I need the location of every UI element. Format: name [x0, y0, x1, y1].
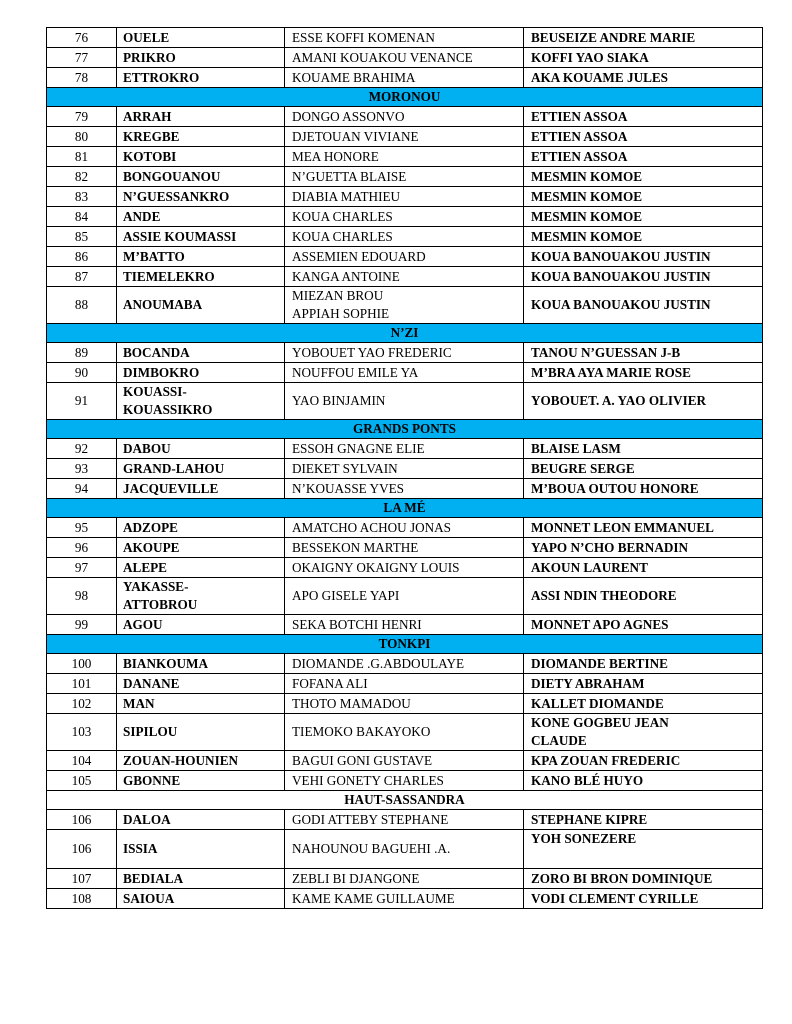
locality-cell: [117, 107, 285, 127]
table-row: [47, 68, 763, 88]
referent-cell: [524, 48, 763, 68]
locality-cell: [117, 459, 285, 479]
table-row: [47, 830, 763, 869]
row-number: 101: [47, 674, 117, 694]
referent-cell: [524, 771, 763, 791]
name-cell: [285, 227, 524, 247]
region-header-row: [47, 499, 763, 518]
referent-cell: [524, 147, 763, 167]
locality-cell: [117, 830, 285, 869]
cell-line: ALEPE: [123, 559, 167, 575]
name-cell: [285, 247, 524, 267]
table-row: [47, 287, 763, 324]
referent-cell: [524, 694, 763, 714]
row-number: 93: [47, 459, 117, 479]
row-number: 106: [47, 810, 117, 830]
locality-cell: [117, 343, 285, 363]
cell-line: ETTROKRO: [123, 69, 200, 85]
cell-line: YAO BINJAMIN: [292, 393, 386, 408]
table-row: [47, 187, 763, 207]
locality-cell: [117, 615, 285, 635]
cell-line: N’GUESSANKRO: [123, 188, 230, 204]
cell-line: TIEMOKO BAKAYOKO: [292, 724, 431, 739]
roster-table: [46, 27, 763, 909]
cell-line: KOUA BANOUAKOU JUSTIN: [531, 248, 711, 264]
referent-cell: [524, 889, 763, 909]
cell-line: KPA ZOUAN FREDERIC: [531, 752, 681, 768]
cell-line: BONGOUANOU: [123, 168, 221, 184]
cell-line: YOBOUET. A. YAO OLIVIER: [531, 393, 707, 408]
name-cell: [285, 343, 524, 363]
table-row: [47, 538, 763, 558]
row-number: 104: [47, 751, 117, 771]
region-name: HAUT-SASSANDRA: [47, 791, 763, 810]
locality-cell: [117, 68, 285, 88]
table-row: [47, 127, 763, 147]
name-cell: [285, 869, 524, 889]
region-name: GRANDS PONTS: [47, 420, 763, 439]
cell-line: DONGO ASSONVO: [292, 108, 405, 124]
name-cell: [285, 518, 524, 538]
cell-line: ETTIEN ASSOA: [531, 148, 628, 164]
cell-line: ARRAH: [123, 108, 172, 124]
row-number: 103: [47, 714, 117, 751]
region-header-row: [47, 791, 763, 810]
cell-line: M’BOUA OUTOU HONORE: [531, 480, 699, 496]
table-row: [47, 869, 763, 889]
name-cell: [285, 107, 524, 127]
name-cell: [285, 889, 524, 909]
cell-line: BESSEKON MARTHE: [292, 539, 419, 555]
row-number: 76: [47, 28, 117, 48]
cell-line: KANO BLÉ HUYO: [531, 772, 644, 788]
name-cell: [285, 287, 524, 324]
cell-line: M’BRA AYA MARIE ROSE: [531, 364, 691, 380]
row-number: 94: [47, 479, 117, 499]
row-number: 81: [47, 147, 117, 167]
referent-cell: [524, 187, 763, 207]
cell-line: AKOUPE: [123, 539, 180, 555]
locality-cell: [117, 714, 285, 751]
cell-line: ISSIA: [123, 841, 158, 856]
table-row: [47, 771, 763, 791]
cell-line: STEPHANE KIPRE: [531, 811, 648, 827]
cell-line: SIPILOU: [123, 724, 178, 739]
region-name: TONKPI: [47, 635, 763, 654]
cell-line: GODI ATTEBY STEPHANE: [292, 811, 449, 827]
table-row: [47, 694, 763, 714]
cell-line: KREGBE: [123, 128, 180, 144]
referent-cell: [524, 518, 763, 538]
cell-line: KOTOBI: [123, 148, 177, 164]
cell-line: MESMIN KOMOE: [531, 228, 642, 244]
locality-cell: [117, 538, 285, 558]
cell-line: KOUAME BRAHIMA: [292, 69, 416, 85]
name-cell: [285, 558, 524, 578]
cell-line: JACQUEVILLE: [123, 480, 219, 496]
name-cell: [285, 187, 524, 207]
row-number: 90: [47, 363, 117, 383]
cell-line: KOUASSI-: [123, 384, 187, 399]
row-number: 79: [47, 107, 117, 127]
name-cell: [285, 694, 524, 714]
cell-line: KAME KAME GUILLAUME: [292, 890, 455, 906]
referent-cell: [524, 227, 763, 247]
table-row: [47, 247, 763, 267]
name-cell: [285, 147, 524, 167]
cell-line: TANOU N’GUESSAN J-B: [531, 344, 681, 360]
locality-cell: [117, 654, 285, 674]
referent-cell: [524, 869, 763, 889]
cell-line: ESSE KOFFI KOMENAN: [292, 29, 435, 45]
cell-line: THOTO MAMADOU: [292, 695, 411, 711]
locality-cell: [117, 247, 285, 267]
locality-cell: [117, 48, 285, 68]
locality-cell: [117, 227, 285, 247]
locality-cell: [117, 674, 285, 694]
name-cell: [285, 751, 524, 771]
table-row: [47, 558, 763, 578]
name-cell: [285, 167, 524, 187]
locality-cell: [117, 267, 285, 287]
referent-cell: [524, 267, 763, 287]
table-row: [47, 751, 763, 771]
table-row: [47, 383, 763, 420]
row-number: 83: [47, 187, 117, 207]
referent-cell: [524, 654, 763, 674]
cell-line: OUELE: [123, 29, 170, 45]
referent-cell: [524, 674, 763, 694]
referent-cell: [524, 107, 763, 127]
referent-cell: [524, 247, 763, 267]
cell-line: N’GUETTA BLAISE: [292, 168, 407, 184]
cell-line: DIOMANDE .G.ABDOULAYE: [292, 655, 465, 671]
referent-cell: [524, 383, 763, 420]
cell-line: MIEZAN BROU: [292, 288, 384, 303]
cell-line: KALLET DIOMANDE: [531, 695, 664, 711]
table-row: [47, 167, 763, 187]
referent-cell: [524, 68, 763, 88]
referent-cell: [524, 287, 763, 324]
row-number: 85: [47, 227, 117, 247]
locality-cell: [117, 869, 285, 889]
table-row: [47, 674, 763, 694]
cell-line: GBONNE: [123, 772, 181, 788]
row-number: 91: [47, 383, 117, 420]
region-header-row: [47, 324, 763, 343]
name-cell: [285, 127, 524, 147]
row-number: 99: [47, 615, 117, 635]
table-row: [47, 615, 763, 635]
row-number: 92: [47, 439, 117, 459]
cell-line: FOFANA ALI: [292, 675, 368, 691]
locality-cell: [117, 28, 285, 48]
cell-line: NOUFFOU EMILE YA: [292, 364, 419, 380]
cell-line: ASSEMIEN EDOUARD: [292, 248, 426, 264]
locality-cell: [117, 167, 285, 187]
cell-line: ADZOPE: [123, 519, 178, 535]
cell-line: ESSOH GNAGNE ELIE: [292, 440, 425, 456]
cell-line: ETTIEN ASSOA: [531, 108, 628, 124]
cell-line: N’KOUASSE YVES: [292, 480, 404, 496]
referent-cell: [524, 459, 763, 479]
row-number: 107: [47, 869, 117, 889]
locality-cell: [117, 889, 285, 909]
row-number: 77: [47, 48, 117, 68]
row-number: 88: [47, 287, 117, 324]
row-number: 95: [47, 518, 117, 538]
referent-cell: [524, 167, 763, 187]
row-number: 80: [47, 127, 117, 147]
name-cell: [285, 538, 524, 558]
cell-line: M’BATTO: [123, 248, 185, 264]
referent-cell: [524, 28, 763, 48]
cell-line: DIABIA MATHIEU: [292, 188, 401, 204]
row-number: 87: [47, 267, 117, 287]
cell-line: MESMIN KOMOE: [531, 168, 642, 184]
name-cell: [285, 479, 524, 499]
name-cell: [285, 578, 524, 615]
table-row: [47, 714, 763, 751]
cell-line: BEUGRE SERGE: [531, 460, 635, 476]
referent-cell: [524, 558, 763, 578]
locality-cell: [117, 439, 285, 459]
region-name: MORONOU: [47, 88, 763, 107]
row-number: 97: [47, 558, 117, 578]
table-row: [47, 343, 763, 363]
table-row: [47, 227, 763, 247]
cell-line: DABOU: [123, 440, 171, 456]
cell-line: ZOUAN-HOUNIEN: [123, 752, 239, 768]
table-row: [47, 518, 763, 538]
region-header-row: [47, 88, 763, 107]
cell-line: KOUA BANOUAKOU JUSTIN: [531, 297, 711, 312]
locality-cell: [117, 558, 285, 578]
cell-line: DALOA: [123, 811, 171, 827]
table-row: [47, 147, 763, 167]
cell-line: KOUA CHARLES: [292, 208, 393, 224]
referent-cell: [524, 207, 763, 227]
cell-line: KOUASSIKRO: [123, 402, 213, 417]
cell-line: MONNET APO AGNES: [531, 616, 669, 632]
cell-line: MAN: [123, 695, 155, 711]
cell-line: ASSIE KOUMASSI: [123, 228, 237, 244]
locality-cell: [117, 479, 285, 499]
cell-line: VEHI GONETY CHARLES: [292, 772, 444, 788]
referent-cell: [524, 538, 763, 558]
cell-line: ATTOBROU: [123, 597, 198, 612]
cell-line: ANDE: [123, 208, 161, 224]
name-cell: [285, 615, 524, 635]
cell-line: YAKASSE-: [123, 579, 189, 594]
name-cell: [285, 383, 524, 420]
referent-cell: [524, 615, 763, 635]
locality-cell: [117, 187, 285, 207]
cell-line: ZEBLI BI DJANGONE: [292, 870, 420, 886]
cell-line: TIEMELEKRO: [123, 268, 215, 284]
name-cell: [285, 654, 524, 674]
table-row: [47, 810, 763, 830]
table-row: [47, 48, 763, 68]
table-row: [47, 107, 763, 127]
cell-line: APPIAH SOPHIE: [292, 306, 390, 321]
name-cell: [285, 674, 524, 694]
locality-cell: [117, 694, 285, 714]
cell-line: AMANI KOUAKOU VENANCE: [292, 49, 473, 65]
row-number: 108: [47, 889, 117, 909]
referent-cell: [524, 439, 763, 459]
referent-cell: [524, 830, 763, 869]
row-number: 84: [47, 207, 117, 227]
table-row: [47, 267, 763, 287]
cell-line: MESMIN KOMOE: [531, 188, 642, 204]
cell-line: DJETOUAN VIVIANE: [292, 128, 419, 144]
name-cell: [285, 830, 524, 869]
cell-line: DANANE: [123, 675, 180, 691]
locality-cell: [117, 127, 285, 147]
region-name: N’ZI: [47, 324, 763, 343]
referent-cell: [524, 751, 763, 771]
locality-cell: [117, 771, 285, 791]
name-cell: [285, 267, 524, 287]
cell-line: BEDIALA: [123, 870, 184, 886]
row-number: 102: [47, 694, 117, 714]
cell-line: MEA HONORE: [292, 148, 379, 164]
cell-line: OKAIGNY OKAIGNY LOUIS: [292, 559, 460, 575]
cell-line: BOCANDA: [123, 344, 190, 360]
cell-line: ETTIEN ASSOA: [531, 128, 628, 144]
cell-line: AGOU: [123, 616, 163, 632]
table-row: [47, 459, 763, 479]
table-row: [47, 207, 763, 227]
name-cell: [285, 48, 524, 68]
cell-line: ANOUMABA: [123, 297, 203, 312]
locality-cell: [117, 287, 285, 324]
cell-line: CLAUDE: [531, 733, 587, 748]
referent-cell: [524, 343, 763, 363]
cell-line: PRIKRO: [123, 49, 176, 65]
row-number: 89: [47, 343, 117, 363]
cell-line: KONE GOGBEU JEAN: [531, 715, 669, 730]
name-cell: [285, 28, 524, 48]
region-header-row: [47, 635, 763, 654]
name-cell: [285, 363, 524, 383]
name-cell: [285, 714, 524, 751]
cell-line: YAPO N’CHO BERNADIN: [531, 539, 689, 555]
row-number: 96: [47, 538, 117, 558]
cell-line: DIETY ABRAHAM: [531, 675, 645, 691]
cell-line: GRAND-LAHOU: [123, 460, 225, 476]
table-row: [47, 439, 763, 459]
cell-line: BEUSEIZE ANDRE MARIE: [531, 29, 696, 45]
row-number: 106: [47, 830, 117, 869]
cell-line: AKA KOUAME JULES: [531, 69, 669, 85]
cell-line: KANGA ANTOINE: [292, 268, 400, 284]
row-number: 105: [47, 771, 117, 791]
cell-line: BAGUI GONI GUSTAVE: [292, 752, 433, 768]
referent-cell: [524, 714, 763, 751]
cell-line: BIANKOUMA: [123, 655, 208, 671]
locality-cell: [117, 383, 285, 420]
region-name: LA MÉ: [47, 499, 763, 518]
locality-cell: [117, 751, 285, 771]
referent-cell: [524, 363, 763, 383]
locality-cell: [117, 578, 285, 615]
locality-cell: [117, 363, 285, 383]
name-cell: [285, 459, 524, 479]
cell-line: YOH SONEZERE: [531, 831, 637, 846]
cell-line: KOUA BANOUAKOU JUSTIN: [531, 268, 711, 284]
cell-line: APO GISELE YAPI: [292, 588, 400, 603]
row-number: 78: [47, 68, 117, 88]
cell-line: SEKA BOTCHI HENRI: [292, 616, 422, 632]
table-row: [47, 578, 763, 615]
cell-line: DIMBOKRO: [123, 364, 200, 380]
referent-cell: [524, 479, 763, 499]
name-cell: [285, 207, 524, 227]
locality-cell: [117, 518, 285, 538]
name-cell: [285, 771, 524, 791]
cell-line: AKOUN LAURENT: [531, 559, 648, 575]
referent-cell: [524, 810, 763, 830]
cell-line: BLAISE LASM: [531, 440, 621, 456]
locality-cell: [117, 147, 285, 167]
cell-line: NAHOUNOU BAGUEHI .A.: [292, 841, 451, 856]
locality-cell: [117, 810, 285, 830]
name-cell: [285, 810, 524, 830]
row-number: 86: [47, 247, 117, 267]
cell-line: KOUA CHARLES: [292, 228, 393, 244]
cell-line: SAIOUA: [123, 890, 175, 906]
cell-line: VODI CLEMENT CYRILLE: [531, 890, 699, 906]
cell-line: AMATCHO ACHOU JONAS: [292, 519, 452, 535]
name-cell: [285, 439, 524, 459]
cell-line: MESMIN KOMOE: [531, 208, 642, 224]
table-row: [47, 363, 763, 383]
table-row: [47, 28, 763, 48]
referent-cell: [524, 127, 763, 147]
table-row: [47, 479, 763, 499]
cell-line: KOFFI YAO SIAKA: [531, 49, 649, 65]
referent-cell: [524, 578, 763, 615]
table-row: [47, 654, 763, 674]
table-row: [47, 889, 763, 909]
locality-cell: [117, 207, 285, 227]
row-number: 98: [47, 578, 117, 615]
name-cell: [285, 68, 524, 88]
region-header-row: [47, 420, 763, 439]
cell-line: DIOMANDE BERTINE: [531, 655, 668, 671]
cell-line: ASSI NDIN THEODORE: [531, 588, 677, 603]
row-number: 100: [47, 654, 117, 674]
row-number: 82: [47, 167, 117, 187]
cell-line: DIEKET SYLVAIN: [292, 460, 398, 476]
cell-line: ZORO BI BRON DOMINIQUE: [531, 870, 713, 886]
cell-line: YOBOUET YAO FREDERIC: [292, 344, 452, 360]
roster-table-body: [47, 28, 763, 909]
cell-line: MONNET LEON EMMANUEL: [531, 519, 714, 535]
